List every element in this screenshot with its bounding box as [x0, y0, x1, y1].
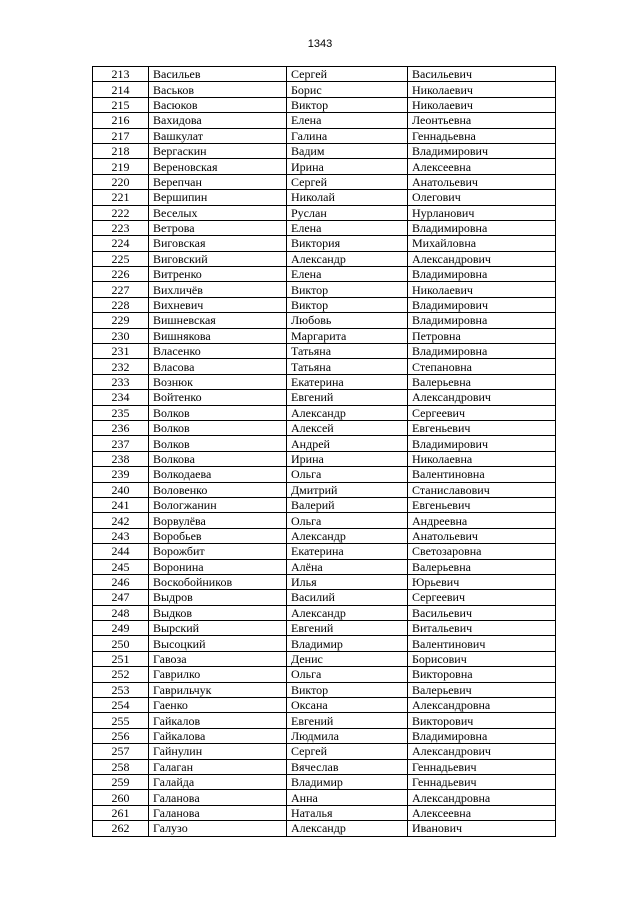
table-row — [93, 774, 556, 789]
surname-cell: Вознюк — [149, 374, 287, 389]
first-name-cell: Алёна — [287, 559, 408, 574]
table-row — [93, 97, 556, 112]
surname-cell: Витренко — [149, 267, 287, 282]
row-number-cell: 257 — [93, 744, 149, 759]
surname-cell: Вашкулат — [149, 128, 287, 143]
first-name-cell: Любовь — [287, 313, 408, 328]
patronymic-cell: Леонтьевна — [408, 113, 556, 128]
table-row — [93, 344, 556, 359]
patronymic-cell: Владимировна — [408, 728, 556, 743]
row-number-cell: 218 — [93, 143, 149, 158]
first-name-cell: Андрей — [287, 436, 408, 451]
row-number-cell: 247 — [93, 590, 149, 605]
row-number-cell: 214 — [93, 82, 149, 97]
surname-cell: Ворвулёва — [149, 513, 287, 528]
first-name-cell: Алексей — [287, 420, 408, 435]
row-number-cell: 259 — [93, 774, 149, 789]
patronymic-cell: Владимирович — [408, 143, 556, 158]
row-number-cell: 223 — [93, 220, 149, 235]
row-number-cell: 227 — [93, 282, 149, 297]
first-name-cell: Виктор — [287, 97, 408, 112]
patronymic-cell: Васильевич — [408, 67, 556, 82]
surname-cell: Галайда — [149, 774, 287, 789]
surname-cell: Вологжанин — [149, 497, 287, 512]
surname-cell: Гаврилко — [149, 667, 287, 682]
patronymic-cell: Нурланович — [408, 205, 556, 220]
surname-cell: Вахидова — [149, 113, 287, 128]
surname-cell: Вихневич — [149, 297, 287, 312]
patronymic-cell: Васильевич — [408, 605, 556, 620]
surname-cell: Веселых — [149, 205, 287, 220]
surname-cell: Выдров — [149, 590, 287, 605]
surname-cell: Галузо — [149, 821, 287, 836]
table-row — [93, 436, 556, 451]
patronymic-cell: Сергеевич — [408, 405, 556, 420]
surname-cell: Вишнякова — [149, 328, 287, 343]
row-number-cell: 258 — [93, 759, 149, 774]
table-row — [93, 467, 556, 482]
row-number-cell: 231 — [93, 344, 149, 359]
surname-cell: Гаенко — [149, 698, 287, 713]
surname-cell: Гайкалова — [149, 728, 287, 743]
surname-cell: Власова — [149, 359, 287, 374]
row-number-cell: 256 — [93, 728, 149, 743]
surname-cell: Гайнулин — [149, 744, 287, 759]
table-row — [93, 528, 556, 543]
first-name-cell: Александр — [287, 821, 408, 836]
first-name-cell: Галина — [287, 128, 408, 143]
patronymic-cell: Валерьевна — [408, 559, 556, 574]
surname-cell: Вихличёв — [149, 282, 287, 297]
patronymic-cell: Александрович — [408, 744, 556, 759]
first-name-cell: Владимир — [287, 636, 408, 651]
table-row — [93, 67, 556, 82]
first-name-cell: Елена — [287, 220, 408, 235]
first-name-cell: Сергей — [287, 67, 408, 82]
row-number-cell: 234 — [93, 390, 149, 405]
first-name-cell: Екатерина — [287, 544, 408, 559]
patronymic-cell: Борисович — [408, 651, 556, 666]
first-name-cell: Елена — [287, 267, 408, 282]
patronymic-cell: Александрович — [408, 251, 556, 266]
row-number-cell: 217 — [93, 128, 149, 143]
table-row — [93, 143, 556, 158]
patronymic-cell: Алексеевна — [408, 805, 556, 820]
first-name-cell: Руслан — [287, 205, 408, 220]
table-row — [93, 174, 556, 189]
table-row — [93, 236, 556, 251]
table-row — [93, 420, 556, 435]
page-number: 1343 — [307, 38, 333, 50]
surname-cell: Воробьев — [149, 528, 287, 543]
surname-cell: Волкодаева — [149, 467, 287, 482]
row-number-cell: 243 — [93, 528, 149, 543]
patronymic-cell: Николаевич — [408, 97, 556, 112]
table-row — [93, 267, 556, 282]
surname-cell: Волков — [149, 420, 287, 435]
row-number-cell: 252 — [93, 667, 149, 682]
surname-cell: Волков — [149, 405, 287, 420]
first-name-cell: Евгений — [287, 621, 408, 636]
surname-cell: Галанова — [149, 805, 287, 820]
patronymic-cell: Владимировна — [408, 220, 556, 235]
row-number-cell: 250 — [93, 636, 149, 651]
row-number-cell: 226 — [93, 267, 149, 282]
patronymic-cell: Николаевна — [408, 451, 556, 466]
first-name-cell: Виктор — [287, 282, 408, 297]
first-name-cell: Александр — [287, 405, 408, 420]
patronymic-cell: Владимировна — [408, 267, 556, 282]
row-number-cell: 224 — [93, 236, 149, 251]
patronymic-cell: Евгеньевич — [408, 420, 556, 435]
table-row — [93, 759, 556, 774]
surname-cell: Волкова — [149, 451, 287, 466]
patronymic-cell: Владимировна — [408, 344, 556, 359]
surname-cell: Выдков — [149, 605, 287, 620]
first-name-cell: Денис — [287, 651, 408, 666]
table-row — [93, 374, 556, 389]
table-row — [93, 159, 556, 174]
surname-cell: Войтенко — [149, 390, 287, 405]
row-number-cell: 254 — [93, 698, 149, 713]
surname-cell: Виговская — [149, 236, 287, 251]
row-number-cell: 238 — [93, 451, 149, 466]
first-name-cell: Анна — [287, 790, 408, 805]
surname-cell: Ветрова — [149, 220, 287, 235]
table-row — [93, 621, 556, 636]
table-row — [93, 220, 556, 235]
surname-cell: Воронина — [149, 559, 287, 574]
row-number-cell: 233 — [93, 374, 149, 389]
table-row — [93, 713, 556, 728]
first-name-cell: Ольга — [287, 467, 408, 482]
surname-cell: Галаган — [149, 759, 287, 774]
row-number-cell: 240 — [93, 482, 149, 497]
patronymic-cell: Викторович — [408, 713, 556, 728]
table-row — [93, 328, 556, 343]
surname-cell: Воскобойников — [149, 574, 287, 589]
surname-cell: Гаврильчук — [149, 682, 287, 697]
table-row — [93, 698, 556, 713]
row-number-cell: 246 — [93, 574, 149, 589]
patronymic-cell: Александрович — [408, 390, 556, 405]
row-number-cell: 229 — [93, 313, 149, 328]
first-name-cell: Евгений — [287, 390, 408, 405]
surname-cell: Вергаскин — [149, 143, 287, 158]
table-row — [93, 790, 556, 805]
patronymic-cell: Валентиновна — [408, 467, 556, 482]
first-name-cell: Василий — [287, 590, 408, 605]
row-number-cell: 241 — [93, 497, 149, 512]
table-row — [93, 805, 556, 820]
row-number-cell: 251 — [93, 651, 149, 666]
patronymic-cell: Владимирович — [408, 297, 556, 312]
row-number-cell: 253 — [93, 682, 149, 697]
row-number-cell: 245 — [93, 559, 149, 574]
first-name-cell: Татьяна — [287, 344, 408, 359]
patronymic-cell: Витальевич — [408, 621, 556, 636]
row-number-cell: 216 — [93, 113, 149, 128]
surname-cell: Вершипин — [149, 190, 287, 205]
first-name-cell: Борис — [287, 82, 408, 97]
table-row — [93, 390, 556, 405]
table-row — [93, 251, 556, 266]
patronymic-cell: Геннадьевич — [408, 759, 556, 774]
patronymic-cell: Валерьевна — [408, 374, 556, 389]
surname-cell: Вереновская — [149, 159, 287, 174]
first-name-cell: Александр — [287, 528, 408, 543]
patronymic-cell: Алексеевна — [408, 159, 556, 174]
first-name-cell: Ольга — [287, 667, 408, 682]
first-name-cell: Сергей — [287, 744, 408, 759]
patronymic-cell: Сергеевич — [408, 590, 556, 605]
name-table — [92, 66, 556, 837]
row-number-cell: 248 — [93, 605, 149, 620]
first-name-cell: Александр — [287, 605, 408, 620]
surname-cell: Вишневская — [149, 313, 287, 328]
row-number-cell: 239 — [93, 467, 149, 482]
table-row — [93, 297, 556, 312]
table-row — [93, 728, 556, 743]
patronymic-cell: Степановна — [408, 359, 556, 374]
patronymic-cell: Владимировна — [408, 313, 556, 328]
table-row — [93, 682, 556, 697]
surname-cell: Галанова — [149, 790, 287, 805]
first-name-cell: Дмитрий — [287, 482, 408, 497]
table-row — [93, 282, 556, 297]
first-name-cell: Ольга — [287, 513, 408, 528]
table-row — [93, 651, 556, 666]
row-number-cell: 230 — [93, 328, 149, 343]
row-number-cell: 255 — [93, 713, 149, 728]
table-row — [93, 451, 556, 466]
table-row — [93, 574, 556, 589]
first-name-cell: Валерий — [287, 497, 408, 512]
table-row — [93, 359, 556, 374]
patronymic-cell: Андреевна — [408, 513, 556, 528]
first-name-cell: Виктор — [287, 682, 408, 697]
first-name-cell: Екатерина — [287, 374, 408, 389]
surname-cell: Высоцкий — [149, 636, 287, 651]
patronymic-cell: Петровна — [408, 328, 556, 343]
patronymic-cell: Валерьевич — [408, 682, 556, 697]
patronymic-cell: Светозаровна — [408, 544, 556, 559]
surname-cell: Власенко — [149, 344, 287, 359]
table-row — [93, 590, 556, 605]
first-name-cell: Александр — [287, 251, 408, 266]
surname-cell: Волков — [149, 436, 287, 451]
table-row — [93, 559, 556, 574]
first-name-cell: Вячеслав — [287, 759, 408, 774]
first-name-cell: Евгений — [287, 713, 408, 728]
patronymic-cell: Станиславович — [408, 482, 556, 497]
row-number-cell: 235 — [93, 405, 149, 420]
first-name-cell: Илья — [287, 574, 408, 589]
patronymic-cell: Юрьевич — [408, 574, 556, 589]
surname-cell: Вырский — [149, 621, 287, 636]
table-row — [93, 513, 556, 528]
table-row — [93, 482, 556, 497]
row-number-cell: 222 — [93, 205, 149, 220]
first-name-cell: Виктория — [287, 236, 408, 251]
row-number-cell: 215 — [93, 97, 149, 112]
row-number-cell: 242 — [93, 513, 149, 528]
row-number-cell: 262 — [93, 821, 149, 836]
first-name-cell: Сергей — [287, 174, 408, 189]
table-row — [93, 544, 556, 559]
patronymic-cell: Александровна — [408, 790, 556, 805]
row-number-cell: 232 — [93, 359, 149, 374]
first-name-cell: Татьяна — [287, 359, 408, 374]
surname-cell: Васильев — [149, 67, 287, 82]
patronymic-cell: Николаевич — [408, 82, 556, 97]
first-name-cell: Николай — [287, 190, 408, 205]
surname-cell: Васьков — [149, 82, 287, 97]
patronymic-cell: Николаевич — [408, 282, 556, 297]
first-name-cell: Владимир — [287, 774, 408, 789]
surname-cell: Верепчан — [149, 174, 287, 189]
patronymic-cell: Геннадьевна — [408, 128, 556, 143]
row-number-cell: 225 — [93, 251, 149, 266]
surname-cell: Гайкалов — [149, 713, 287, 728]
table-row — [93, 405, 556, 420]
patronymic-cell: Иванович — [408, 821, 556, 836]
table-row — [93, 605, 556, 620]
patronymic-cell: Александровна — [408, 698, 556, 713]
table-row — [93, 636, 556, 651]
patronymic-cell: Анатольевич — [408, 528, 556, 543]
surname-cell: Воловенко — [149, 482, 287, 497]
surname-cell: Виговский — [149, 251, 287, 266]
patronymic-cell: Викторовна — [408, 667, 556, 682]
first-name-cell: Ирина — [287, 159, 408, 174]
surname-cell: Васюков — [149, 97, 287, 112]
row-number-cell: 213 — [93, 67, 149, 82]
first-name-cell: Людмила — [287, 728, 408, 743]
row-number-cell: 219 — [93, 159, 149, 174]
row-number-cell: 244 — [93, 544, 149, 559]
patronymic-cell: Владимирович — [408, 436, 556, 451]
surname-cell: Гавоза — [149, 651, 287, 666]
patronymic-cell: Евгеньевич — [408, 497, 556, 512]
table-body — [93, 67, 556, 837]
first-name-cell: Маргарита — [287, 328, 408, 343]
first-name-cell: Оксана — [287, 698, 408, 713]
first-name-cell: Наталья — [287, 805, 408, 820]
table-row — [93, 821, 556, 836]
row-number-cell: 261 — [93, 805, 149, 820]
first-name-cell: Вадим — [287, 143, 408, 158]
table-row — [93, 667, 556, 682]
row-number-cell: 220 — [93, 174, 149, 189]
row-number-cell: 221 — [93, 190, 149, 205]
table-row — [93, 313, 556, 328]
row-number-cell: 249 — [93, 621, 149, 636]
patronymic-cell: Валентинович — [408, 636, 556, 651]
table-row — [93, 497, 556, 512]
first-name-cell: Виктор — [287, 297, 408, 312]
table-row — [93, 82, 556, 97]
table-row — [93, 744, 556, 759]
row-number-cell: 236 — [93, 420, 149, 435]
patronymic-cell: Олегович — [408, 190, 556, 205]
row-number-cell: 260 — [93, 790, 149, 805]
row-number-cell: 237 — [93, 436, 149, 451]
table-row — [93, 190, 556, 205]
table-row — [93, 113, 556, 128]
patronymic-cell: Геннадьевич — [408, 774, 556, 789]
row-number-cell: 228 — [93, 297, 149, 312]
patronymic-cell: Анатольевич — [408, 174, 556, 189]
first-name-cell: Ирина — [287, 451, 408, 466]
surname-cell: Ворожбит — [149, 544, 287, 559]
patronymic-cell: Михайловна — [408, 236, 556, 251]
table-row — [93, 205, 556, 220]
table-row — [93, 128, 556, 143]
first-name-cell: Елена — [287, 113, 408, 128]
